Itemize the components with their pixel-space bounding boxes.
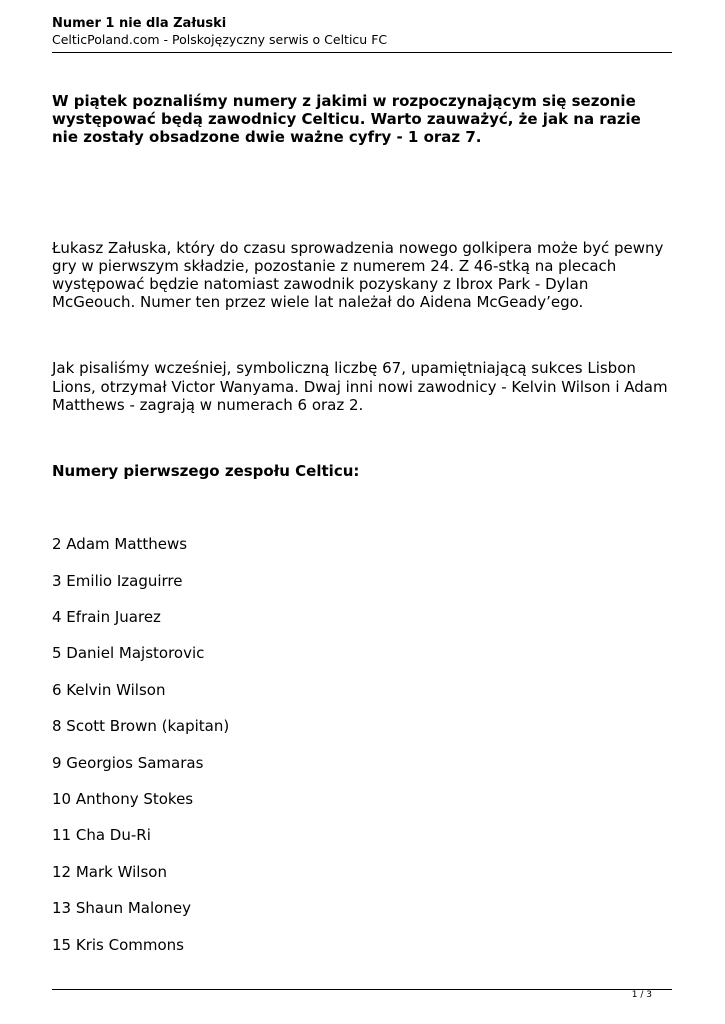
roster-list — [52, 535, 672, 972]
list-item: 9 Georgios Samaras — [52, 753, 204, 772]
site-subtitle: CelticPoland.com - Polskojęzyczny serwis o Celticu FC — [52, 32, 388, 47]
article-lead: W piątek poznaliśmy numery z jakimi w rozpoczynającym się sezonie występować będą zawodnicy Celticu. Warto zauważyć, że jak na razie nie zostały obsadzone dwie ważne cyfry - 1 oraz 7. — [52, 92, 641, 147]
list-item: 3 Emilio Izaguirre — [52, 571, 183, 590]
list-item: 12 Mark Wilson — [52, 862, 167, 881]
list-item: 5 Daniel Majstorovic — [52, 644, 205, 663]
list-item: 11 Cha Du-Ri — [52, 826, 151, 845]
article-body — [52, 92, 672, 972]
roster-heading: Numery pierwszego zespołu Celticu: — [52, 462, 360, 481]
list-item: 13 Shaun Maloney — [52, 899, 191, 918]
footer-divider — [52, 989, 672, 990]
header-divider — [52, 52, 672, 53]
list-item: 6 Kelvin Wilson — [52, 680, 166, 699]
document-title: Numer 1 nie dla Załuski — [52, 16, 227, 31]
list-item: 2 Adam Matthews — [52, 535, 188, 554]
list-item: 15 Kris Commons — [52, 935, 184, 954]
document-header — [52, 15, 672, 48]
list-item: 4 Efrain Juarez — [52, 608, 161, 627]
article-paragraph: Łukasz Załuska, który do czasu sprowadzenia nowego golkipera może być pewny gry w pierwszym składzie, pozostanie z numerem 24. Z 46-stką na plecach występować będzie natomiast zawodnik pozyskany z Ibrox Park - Dylan McGeouch. Numer ten przez wiele lat należał do Aidena McGeady’ego. — [52, 238, 664, 312]
list-item: 10 Anthony Stokes — [52, 789, 194, 808]
article-paragraph: Jak pisaliśmy wcześniej, symboliczną liczbę 67, upamiętniającą sukces Lisbon Lions, otrzymał Victor Wanyama. Dwaj inni nowi zawodnicy - Kelvin Wilson i Adam Matthews - zagrają w numerach 6 oraz 2. — [52, 359, 668, 414]
list-item: 8 Scott Brown (kapitan) — [52, 717, 230, 736]
page-number: 1 / 3 — [631, 990, 652, 1000]
